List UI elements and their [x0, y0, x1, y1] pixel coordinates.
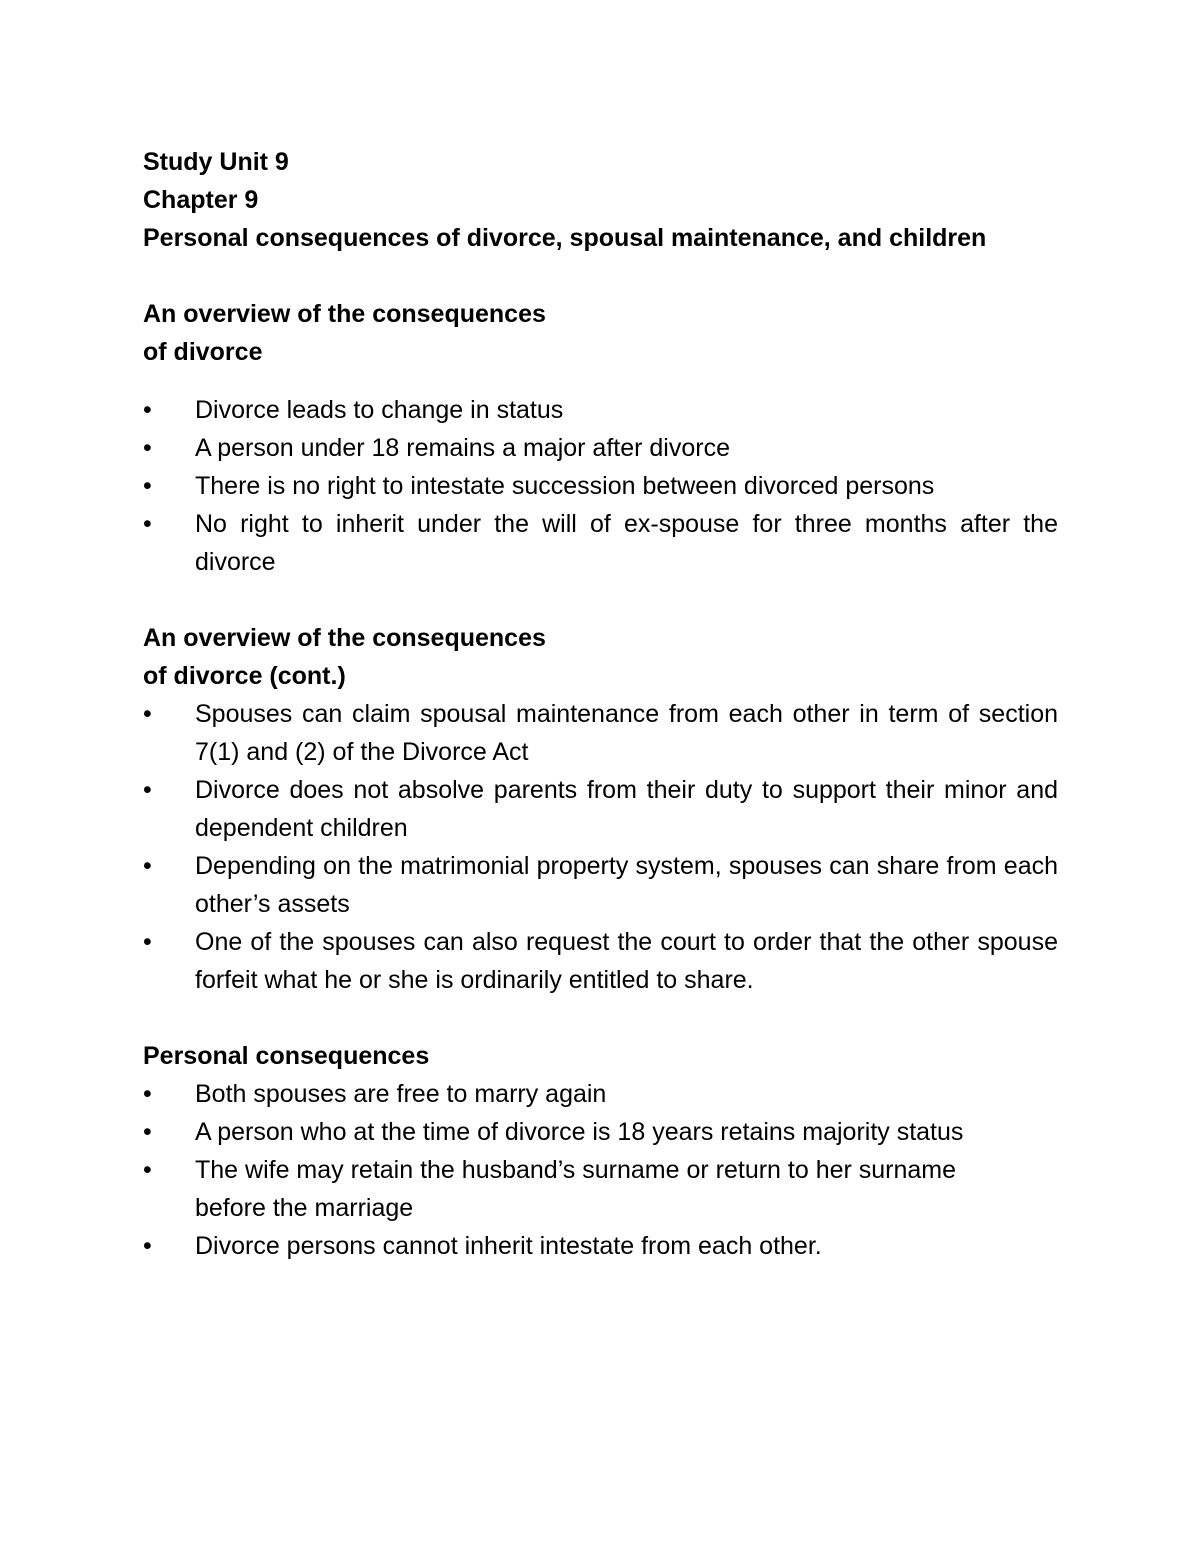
list-item-text: No right to inherit under the will of ex-spouse for three months after the divorce — [195, 510, 1058, 576]
list-item-text: The wife may retain the husband’s surname or return to her surname before the marriage — [195, 1156, 957, 1222]
list-item-text: Spouses can claim spousal maintenance from each other in term of section 7(1) and (2) of the Divorce Act — [195, 700, 1058, 766]
list-item-text: Depending on the matrimonial property system, spouses can share from each other’s assets — [195, 852, 1058, 918]
list-item — [143, 847, 1058, 923]
list-item — [143, 1227, 1058, 1265]
list-item — [143, 923, 1058, 999]
section-personal-consequences-heading: Personal consequences — [143, 1042, 430, 1070]
section-personal-consequences — [143, 1037, 1058, 1265]
bullet-icon: • — [143, 852, 152, 880]
section-overview-cont-heading-line2: of divorce (cont.) — [143, 662, 346, 690]
document-page — [143, 143, 1058, 1265]
list-item-text: Divorce does not absolve parents from their duty to support their minor and dependent children — [195, 776, 1058, 842]
section-overview-cont-heading-line1: An overview of the consequences — [143, 624, 546, 652]
list-item — [143, 695, 1058, 771]
list-item-text: Both spouses are free to marry again — [195, 1080, 607, 1108]
list-item — [143, 771, 1058, 847]
bullet-icon: • — [143, 928, 152, 956]
list-item — [143, 429, 1058, 467]
bullet-icon: • — [143, 472, 152, 500]
bullet-icon: • — [143, 700, 152, 728]
section-overview — [143, 295, 1058, 581]
bullet-icon: • — [143, 396, 152, 424]
bullet-icon: • — [143, 434, 152, 462]
list-item — [143, 467, 1058, 505]
list-item-text: There is no right to intestate succession between divorced persons — [195, 472, 935, 500]
list-item-text: A person who at the time of divorce is 18 years retains majority status — [195, 1118, 964, 1146]
section-overview-list — [143, 391, 1058, 581]
list-item — [143, 505, 1058, 581]
list-item-text: One of the spouses can also request the court to order that the other spouse forfeit what he or she is ordinarily entitled to share. — [195, 928, 1058, 994]
section-overview-heading-line2: of divorce — [143, 338, 263, 366]
bullet-icon: • — [143, 1156, 152, 1184]
list-item — [143, 1151, 1058, 1227]
bullet-icon: • — [143, 1118, 152, 1146]
section-overview-heading-line1: An overview of the consequences — [143, 300, 546, 328]
list-item — [143, 1075, 1058, 1113]
bullet-icon: • — [143, 776, 152, 804]
section-overview-cont — [143, 619, 1058, 999]
bullet-icon: • — [143, 1232, 152, 1260]
list-item-text: Divorce leads to change in status — [195, 396, 564, 424]
document-title: Personal consequences of divorce, spousal maintenance, and children — [143, 224, 987, 252]
bullet-icon: • — [143, 1080, 152, 1108]
section-overview-cont-list — [143, 695, 1058, 999]
chapter-heading: Chapter 9 — [143, 186, 259, 214]
list-item — [143, 391, 1058, 429]
list-item-text: A person under 18 remains a major after divorce — [195, 434, 730, 462]
list-item — [143, 1113, 1058, 1151]
list-item-text: Divorce persons cannot inherit intestate from each other. — [195, 1232, 822, 1260]
study-unit-heading: Study Unit 9 — [143, 148, 289, 176]
section-personal-consequences-list — [143, 1075, 1058, 1265]
bullet-icon: • — [143, 510, 152, 538]
